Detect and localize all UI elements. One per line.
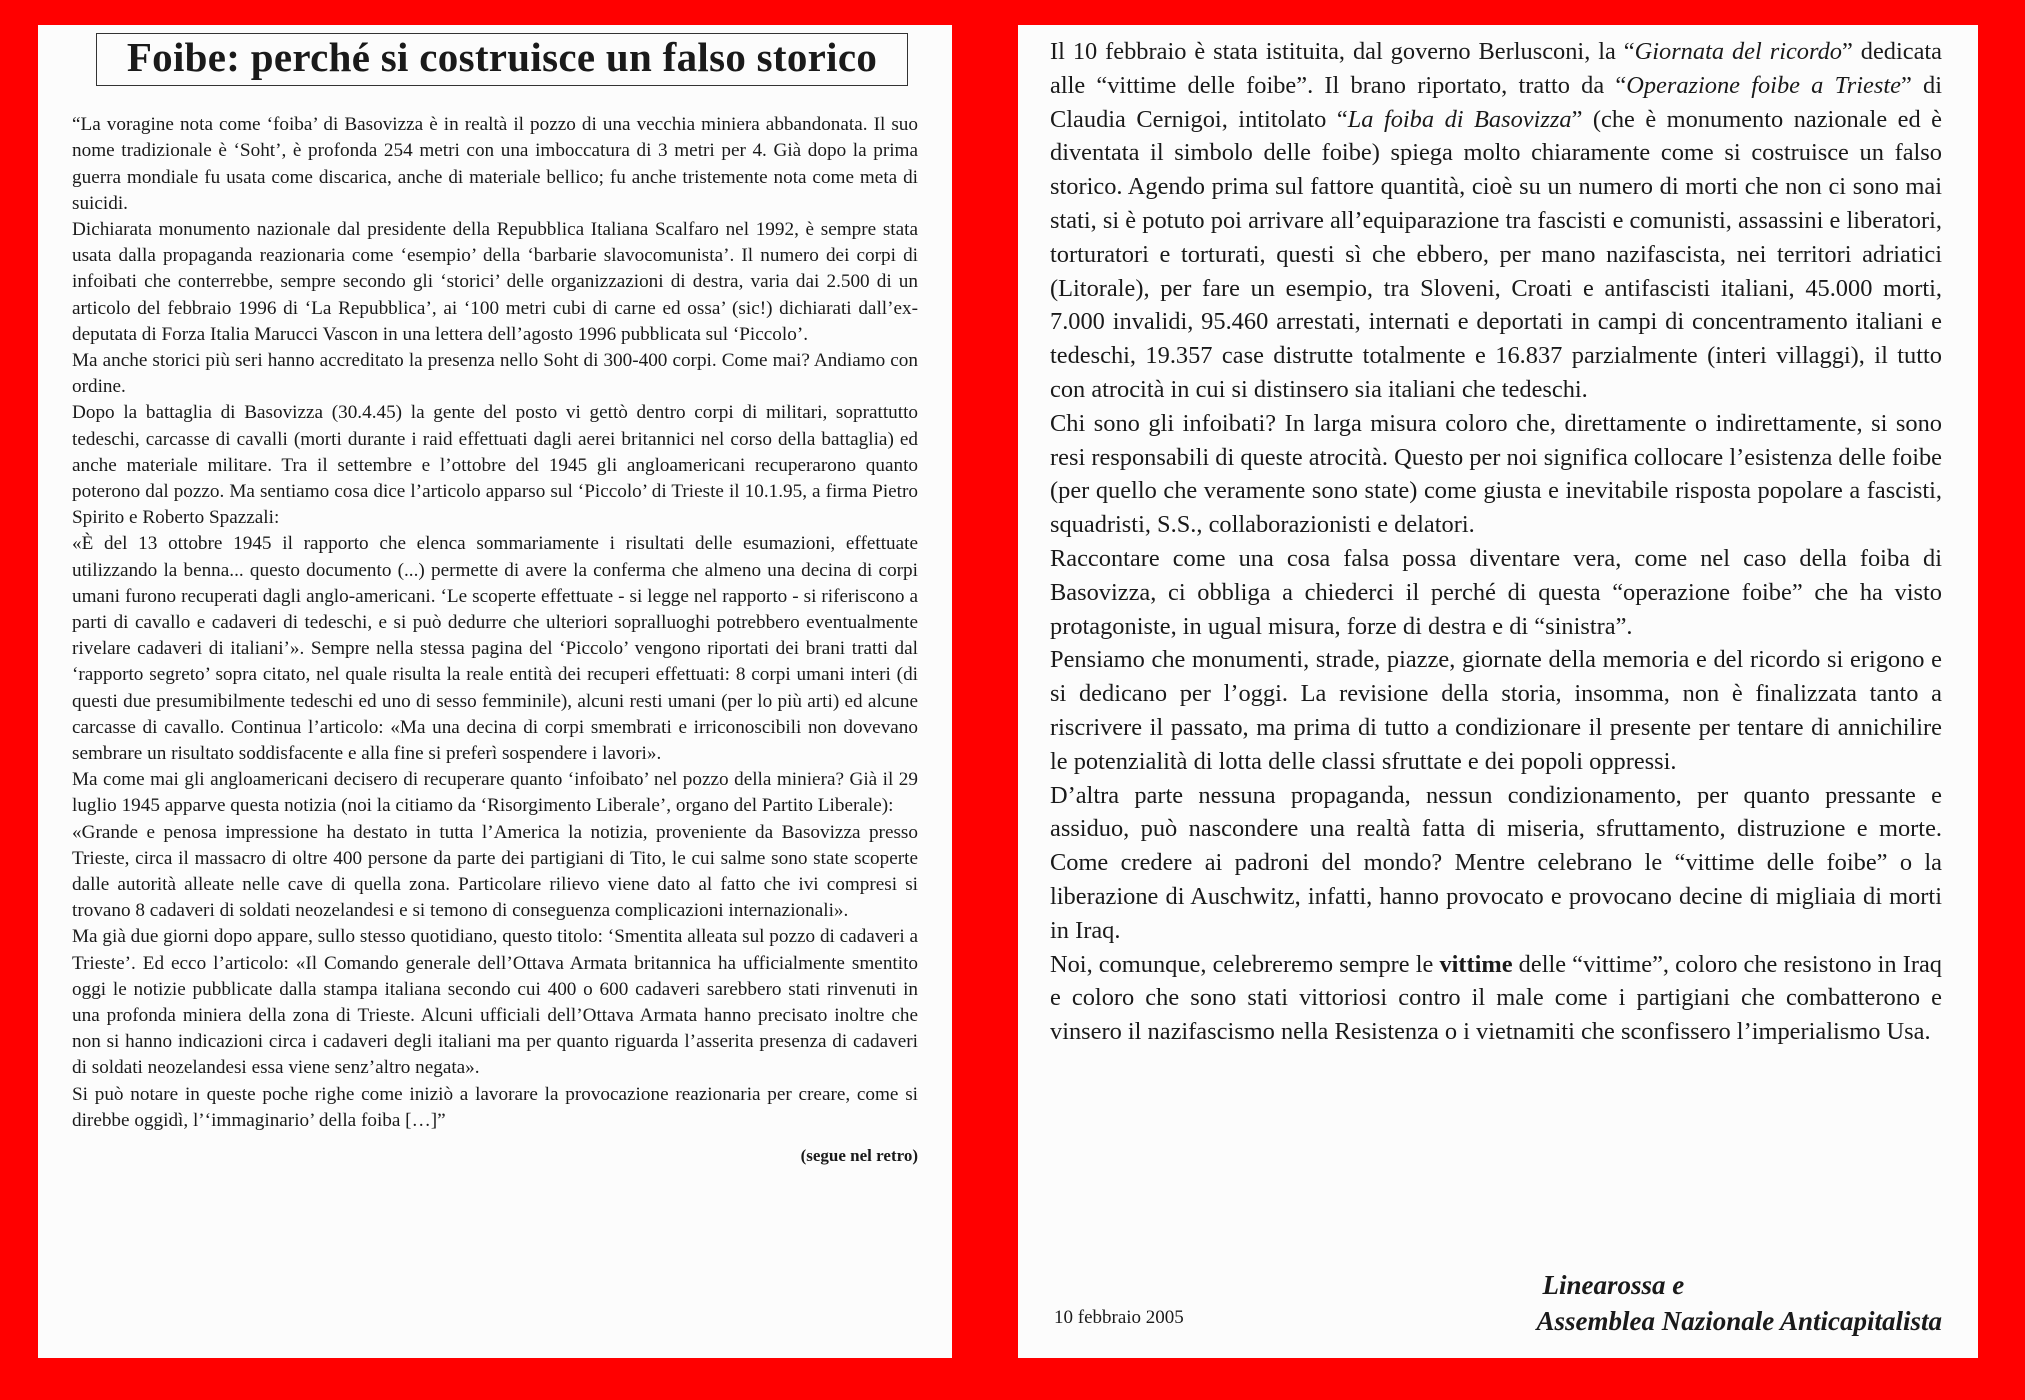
left-paragraph-3: Ma anche storici più seri hanno accreditato la presenza nello Soht di 300-400 corpi. Come mai? Andiamo con ordine. xyxy=(72,349,918,398)
left-paragraph-7: «Grande e penosa impressione ha destato in tutta l’America la notizia, proveniente da Basovizza presso Trieste, circa il massacro di oltre 400 persone da parte dei partigiani di Tito, le cui salme sono state scoperte dalle autorità alleate nelle cave di quella zona. Particolare rilievo viene dato al fatto che ivi compresi si trovano 8 cadaveri di soldati neozelandesi e si temono di conseguenza complicazioni internazionali». xyxy=(72,821,918,922)
right-paragraph-4: Pensiamo che monumenti, strade, piazze, giornate della memoria e del ricordo si erigono e si dedicano per l’oggi. La revisione della storia, insomma, non è finalizzata tanto a riscrivere il passato, ma prima di tutto a condizionare il presente per tentare di annichilire le potenzialità di lotta delle classi sfruttate e dei popoli oppressi. xyxy=(1050,646,1942,775)
signature-line-1: Linearossa e xyxy=(1542,1270,1685,1300)
signature-line-2: Assemblea Nazionale Anticapitalista xyxy=(1536,1306,1942,1336)
left-article-body xyxy=(72,112,918,1166)
right-paragraph-6 xyxy=(1050,948,1942,1049)
left-paragraph-6 xyxy=(72,767,918,819)
left-paragraph-6-text: Ma come mai gli angloamericani decisero di recuperare quanto ‘infoibato’ nel pozzo della miniera? Già il 29 luglio 1945 apparve questa notizia (noi la citiamo da ‘Risorgimento Liberale’, organo del Partito Liberale): xyxy=(72,769,918,817)
p6-text-b: delle “vittime”, coloro che resistono in Iraq e coloro che sono stati vittoriosi contro il male come i partigiani che combatterono e vinsero il nazifascismo nella Resistenza o i vietnamiti che sconfissero l’imperialismo Usa. xyxy=(1050,950,1942,1046)
continued-note: (segue nel retro) xyxy=(800,1146,918,1166)
left-leaflet-page xyxy=(38,25,952,1358)
left-paragraph-4: Dopo la battaglia di Basovizza (30.4.45) la gente del posto vi gettò dentro corpi di militari, soprattutto tedeschi, carcasse di cavalli (morti durante i raid effettuati dagli aerei britannici nel corso della battaglia) ed anche materiale militare. Tra il settembre e l’ottobre del 1945 gli angloamericani recuperarono quanto poterono dal pozzo. Ma sentiamo cosa dice l’articolo apparso sul ‘Piccolo’ di Trieste il 10.1.95, a firma Pietro Spirito e Roberto Spazzali: xyxy=(72,402,918,529)
right-leaflet-page xyxy=(1018,25,1978,1358)
right-article-body xyxy=(1050,35,1942,1049)
p1-italic-foiba: La foiba di Basovizza xyxy=(1347,105,1572,133)
left-paragraph-5: «È del 13 ottobre 1945 il rapporto che elenca sommariamente i risultati delle esumazioni, effettuate utilizzando la benna... questo documento (...) permette di avere la conferma che almeno una decina di corpi umani furono recuperati dagli anglo-americani. ‘Le scoperte effettuate - si legge nel rapporto - si riferiscono a parti di cavallo e cadaveri di tedeschi, e si può dedurre che ulteriori sopralluoghi potrebbero eventualmente rivelare cadaveri di italiani’». Sempre nella stessa pagina del ‘Piccolo’ vengono riportati dei brani tratti dal ‘rapporto segreto’ sopra citato, nel quale risulta la reale entità dei recuperi effettuati: 8 corpi umani interi (di questi due presumibilmente tedeschi ed uno di sesso femminile), alcuni resti umani (per lo più arti) ed alcune carcasse di cavallo. Continua l’articolo: «Ma una decina di corpi smembrati e irriconoscibili non dovevano sembrare un risultato soddisfacente e alla fine si preferì sospendere i lavori». xyxy=(72,533,918,765)
p6-bold-vittime: vittime xyxy=(1439,950,1513,978)
right-paragraph-5: D’altra parte nessuna propaganda, nessun condizionamento, per quanto pressante e assiduo, può nascondere una realtà fatta di miseria, sfruttamento, distruzione e morte. Come credere ai padroni del mondo? Mentre celebrano le “vittime delle foibe” o la liberazione di Auschwitz, infatti, hanno provocato e provocano decine di migliaia di morti in Iraq. xyxy=(1050,781,1942,944)
p1-text-d: ” (che è monumento nazionale ed è diventata il simbolo delle foibe) spiega molto chiaramente come si costruisce un falso storico. Agendo prima sul fattore quantità, cioè su un numero di morti che non ci sono mai stati, si è potuto poi arrivare all’equiparazione tra fascisti e comunisti, assassini e liberatori, torturatori e torturati, questi sì che ebbero, per mano nazifascista, nei territori adriatici (Litorale), per fare un esempio, tra Sloveni, Croati e antifascisti italiani, 45.000 morti, 7.000 invalidi, 95.460 arrestati, internati e deportati in campi di concentramento italiani e tedeschi, 19.357 case distrutte totalmente e 16.837 parzialmente (interi villaggi), il tutto con atrocità in cui si distinsero sia italiani che tedeschi. xyxy=(1050,105,1942,403)
p1-text-a: Il 10 febbraio è stata istituita, dal governo Berlusconi, la “ xyxy=(1050,38,1635,65)
leaflet-date: 10 febbraio 2005 xyxy=(1054,1307,1184,1328)
p1-text-b: ” dedicata alle “vittime delle foibe”. Il brano riportato, tratto da “ xyxy=(1050,38,1942,99)
p6-text-a: Noi, comunque, celebreremo sempre le xyxy=(1050,950,1440,978)
right-paragraph-1 xyxy=(1050,35,1942,407)
right-paragraph-2: Chi sono gli infoibati? In larga misura coloro che, direttamente o indirettamente, si sono resi responsabili di queste atrocità. Questo per noi significa collocare l’esistenza delle foibe (per quello che veramente sono state) come giusta e inevitabile risposta popolare a fascisti, squadristi, S.S., collaborazionisti e delatori. xyxy=(1050,409,1942,539)
left-paragraph-1: “La voragine nota come ‘foiba’ di Basovizza è in realtà il pozzo di una vecchia miniera abbandonata. Il suo nome tradizionale è ‘Soht’, è profonda 254 metri con una imboccatura di 3 metri per 4. Già dopo la prima guerra mondiale fu usata come discarica, anche di materiale bellico; fu anche tristemente nota come meta di suicidi. xyxy=(72,114,918,214)
left-paragraph-8: Ma già due giorni dopo appare, sullo stesso quotidiano, questo titolo: ‘Smentita alleata sul pozzo di cadaveri a Trieste’. Ed ecco l’articolo: «Il Comando generale dell’Ottava Armata britannica ha ufficialmente smentito oggi le notizie pubblicate dalla stampa italiana secondo cui 400 o 600 cadaveri sarebbero stati rinvenuti in una profonda miniera della zona di Trieste. Alcuni ufficiali dell’Ottava Armata hanno precisato inoltre che non si hanno indicazioni circa i cadaveri degli italiani ma per quanto riguarda l’asserita presenza di cadaveri di soldati neozelandesi essa viene senz’altro negata». xyxy=(72,926,918,1079)
signature xyxy=(1536,1267,1942,1339)
title-box xyxy=(96,33,908,86)
page-title: Foibe: perché si costruisce un falso storico xyxy=(126,34,878,80)
signature-block xyxy=(1050,1267,1942,1347)
left-paragraph-2: Dichiarata monumento nazionale dal presidente della Repubblica Italiana Scalfaro nel 1992, è sempre stata usata dalla propaganda reazionaria come ‘esempio’ della ‘barbarie slavocomunista’. Il numero dei corpi di infoibati che conterrebbe, sempre secondo gli ‘storici’ delle organizzazioni di destra, varia dai 2.500 di un articolo del febbraio 1996 di ‘La Repubblica’, ai ‘100 metri cubi di carne ed ossa’ (sic!) dichiarati dall’ex-deputata di Forza Italia Marucci Vascon in una lettera dell’agosto 1996 pubblicata sul ‘Piccolo’. xyxy=(72,218,918,345)
left-paragraph-9: Si può notare in queste poche righe come iniziò a lavorare la provocazione reazionaria per creare, come si direbbe oggidì, l’‘immaginario’ della foiba […]” xyxy=(72,1083,918,1131)
right-paragraph-3: Raccontare come una cosa falsa possa diventare vera, come nel caso della foiba di Basovizza, ci obbliga a chiederci il perché di questa “operazione foibe” che ha visto protagoniste, in ugual misura, forze di destra e di “sinistra”. xyxy=(1050,544,1942,640)
p1-text-c: ” di Claudia Cernigoi, intitolato “ xyxy=(1050,71,1942,133)
p1-italic-giornata: Giornata del ricordo xyxy=(1634,38,1842,65)
p1-italic-operazione: Operazione foibe a Trieste xyxy=(1626,71,1901,99)
